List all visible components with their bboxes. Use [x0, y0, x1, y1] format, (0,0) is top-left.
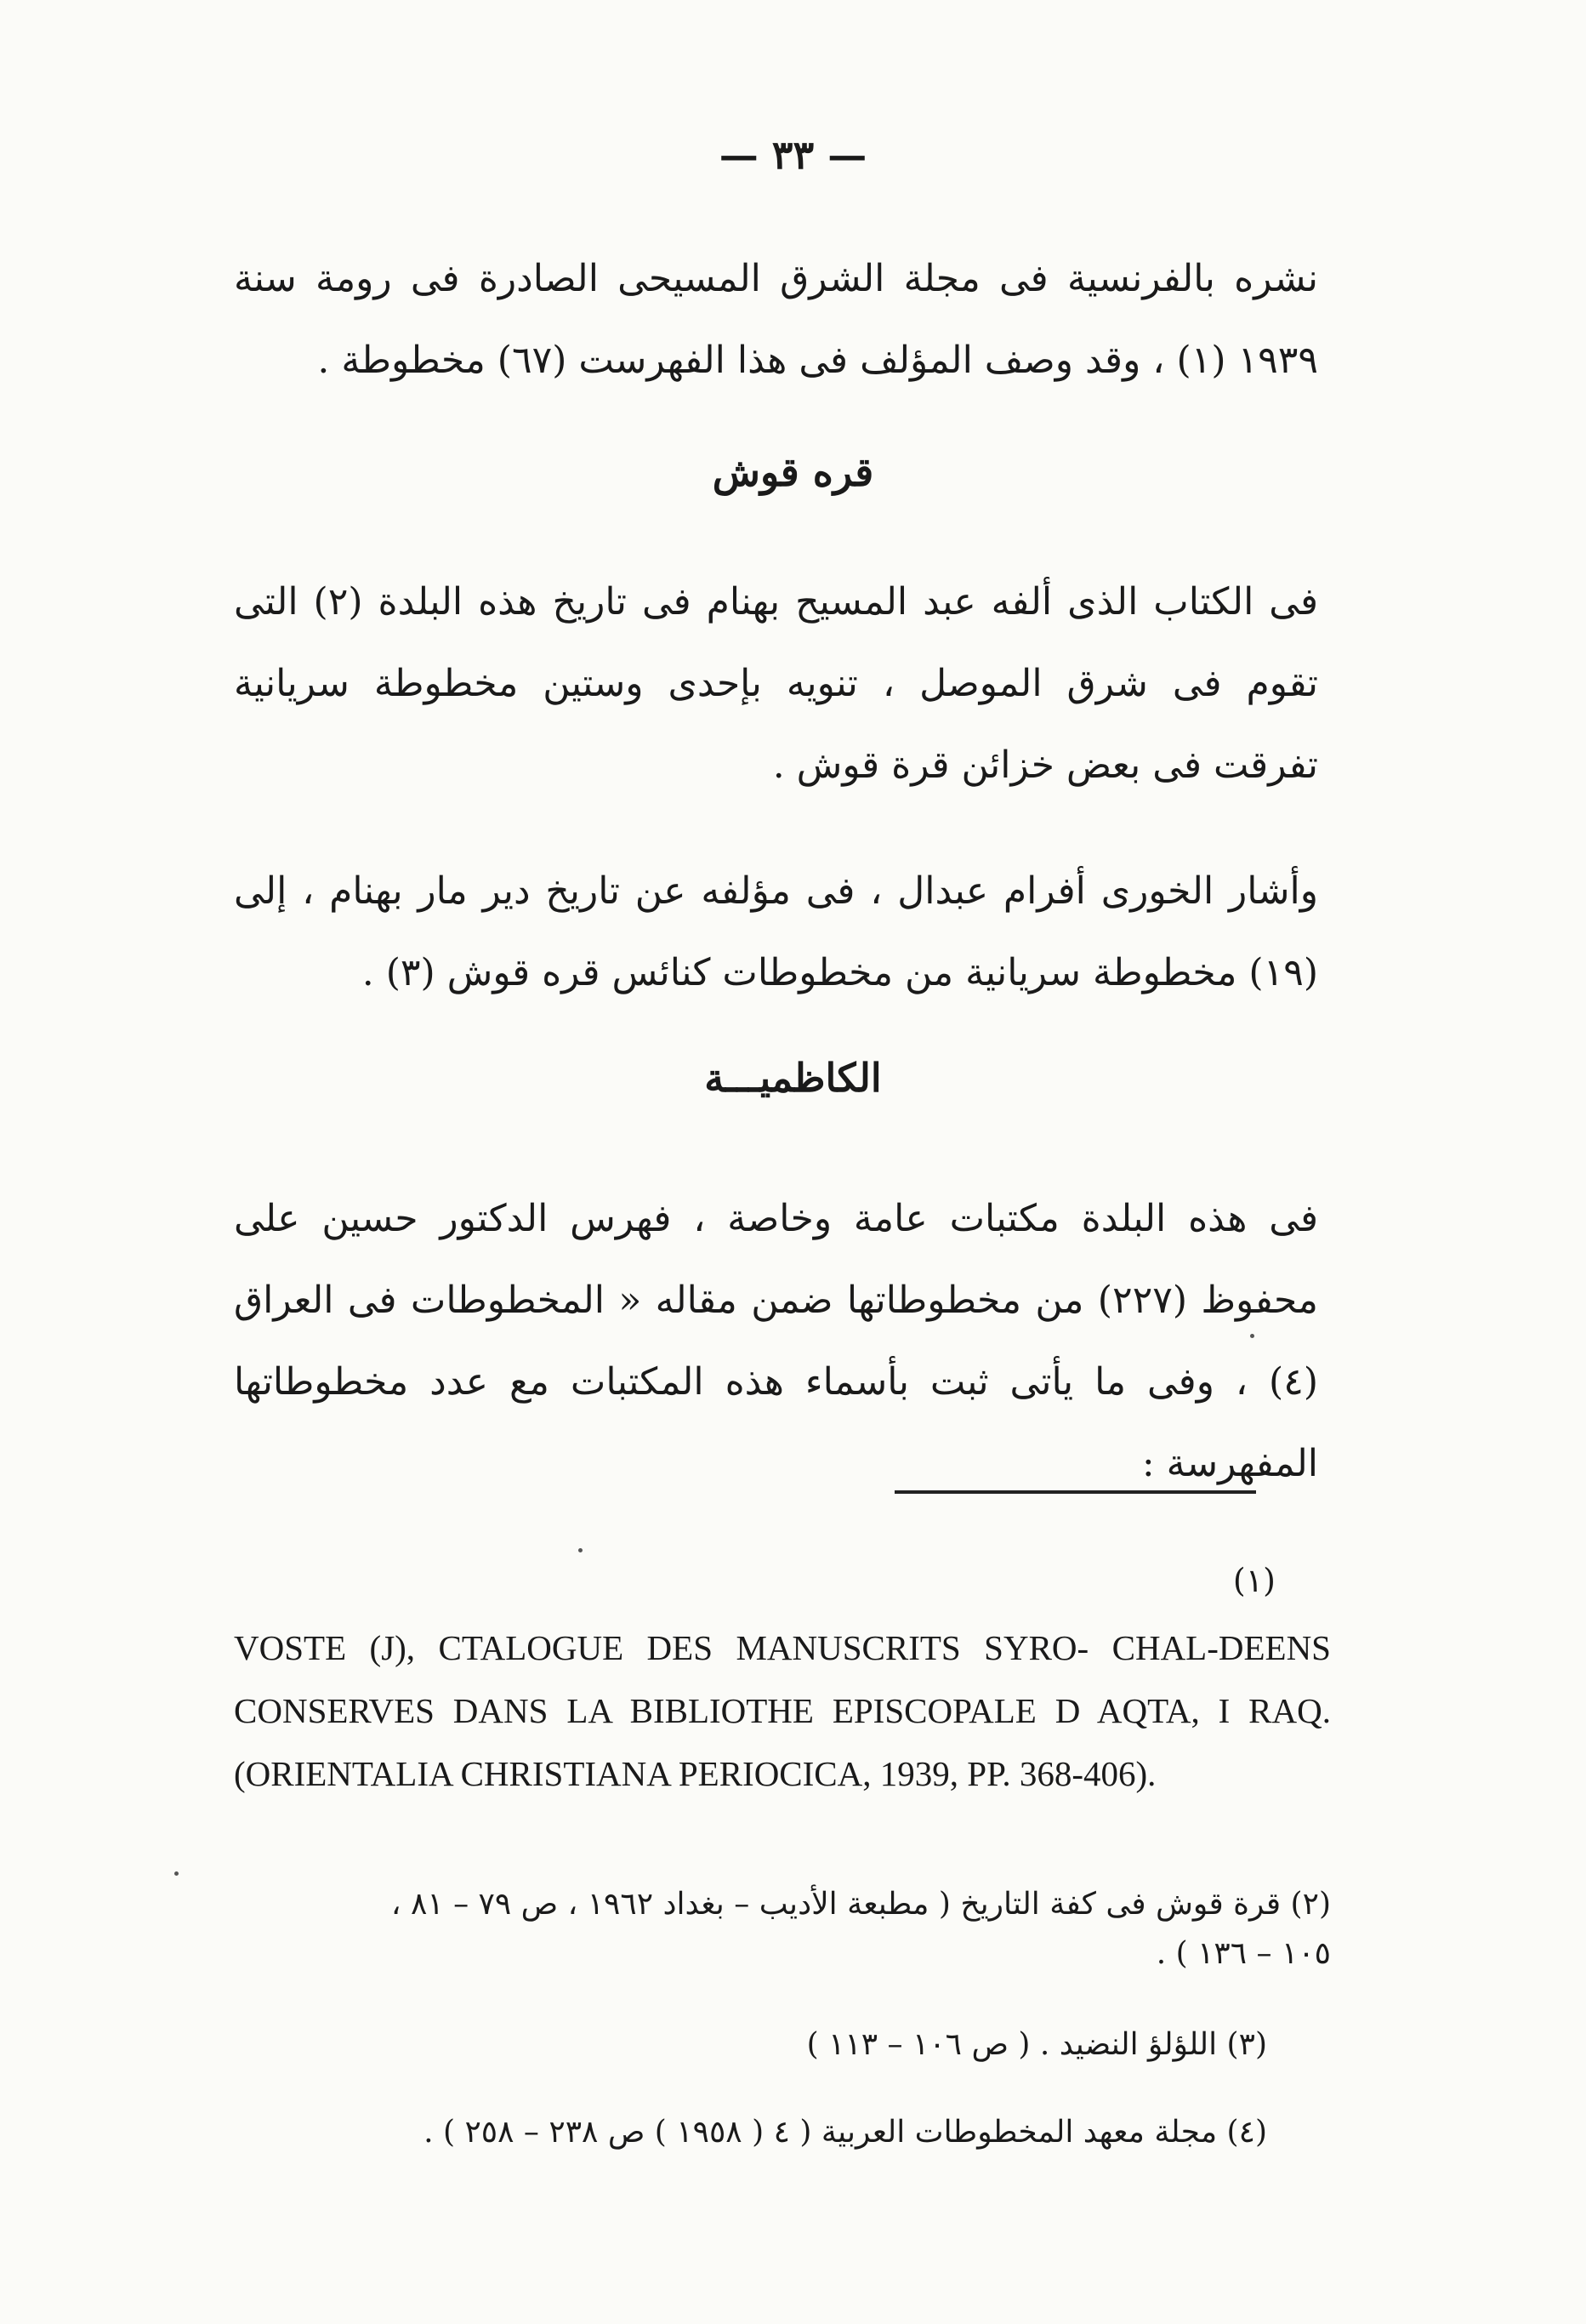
scan-speck [578, 1548, 583, 1552]
section-heading-qaraqosh: قره قوش [712, 449, 874, 495]
footnote-1-text: VOSTE (J), CTALOGUE DES MANUSCRITS SYRO- CHAL-DEENS CONSERVES DANS LA BIBLIOTHE EPISCOPALE D AQTA, I RAQ. (ORIENTALIA CHRISTIANA PERIOCICA, 1939, PP. 368-406). [234, 1628, 1331, 1793]
footnote-2-line-2: ١٠٥ – ١٣٦ ) . [1156, 1936, 1331, 1971]
scan-speck [174, 1871, 179, 1876]
footnote-separator [895, 1490, 1256, 1494]
footnote-1-marker: (١) [1232, 1562, 1276, 1599]
footnote-2-line-1: (٢) قرة قوش فى كفة التاريخ ( مطبعة الأديب – بغداد ١٩٦٢ ، ص ٧٩ – ٨١ ، [390, 1887, 1331, 1922]
scan-speck [1250, 1334, 1254, 1338]
qaraqosh-paragraph-1: فى الكتاب الذى ألفه عبد المسيح بهنام فى تاريخ هذه البلدة (٢) التى تقوم فى شرق الموصل ، تنويه بإحدى وستين مخطوطة سريانية تفرقت فى بعض خزائن قرة قوش . [234, 580, 1319, 787]
footnote-4: (٤) مجلة معهد المخطوطات العربية ( ٤ ( ١٩٥٨ ) ص ٢٣٨ – ٢٥٨ ) . [424, 2115, 1267, 2150]
qaraqosh-paragraph-2: وأشار الخورى أفرام عبدال ، فى مؤلفه عن تاريخ دير مار بهنام ، إلى (١٩) مخطوطة سريانية من مخطوطات كنائس قره قوش (٣) . [234, 869, 1318, 994]
kadhimiya-paragraph: فى هذه البلدة مكتبات عامة وخاصة ، فهرس الدكتور حسين على محفوظ (٢٢٧) من مخطوطاتها ضمن مقاله « المخطوطات فى العراق (٤) ، وفى ما يأتى ثبت بأسماء هذه المكتبات مع عدد مخطوطاتها المفهرسة : [234, 1197, 1319, 1485]
page-number: — ٣٣ — [719, 132, 867, 178]
footnote-3: (٣) اللؤلؤ النضيد . ( ص ١٠٦ – ١١٣ ) [806, 2027, 1267, 2062]
intro-paragraph: نشره بالفرنسية فى مجلة الشرق المسيحى الصادرة فى رومة سنة ١٩٣٩ (١) ، وقد وصف المؤلف فى هذا الفهرست (٦٧) مخطوطة . [234, 257, 1318, 382]
section-heading-kadhimiya: الكاظميـــة [704, 1055, 882, 1101]
